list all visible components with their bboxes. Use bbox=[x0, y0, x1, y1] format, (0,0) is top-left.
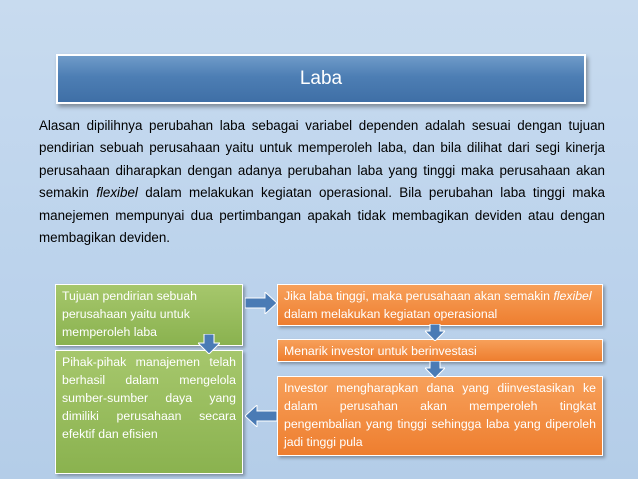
box-investor-mengharapkan bbox=[277, 376, 603, 456]
arrow-down-right-1 bbox=[425, 324, 445, 341]
box-jika-text-part1: Jika laba tinggi, maka perusahaan akan semakin bbox=[284, 289, 554, 303]
box-investor-text: Investor mengharapkan dana yang diinvestasikan ke dalam perusahan akan memperoleh tingkat pengembalian yang tinggi sehingga laba yang diperoleh jadi tinggi pula bbox=[284, 381, 596, 449]
box-menarik-text: Menarik investor untuk berinvestasi bbox=[284, 344, 477, 358]
arrow-left-bottom bbox=[245, 405, 277, 427]
box-jika-laba-tinggi bbox=[277, 284, 603, 326]
paragraph-text-part2: dalam melakukan kegiatan operasional. Bila perubahan laba tinggi maka manejemen mempunyai dua pertimbangan apakah tidak membagikan deviden atau dengan membagikan deviden. bbox=[39, 185, 605, 246]
arrow-down-right-2 bbox=[425, 361, 445, 378]
paragraph-text-part1: Alasan dipilihnya perubahan laba sebagai variabel dependen adalah sesuai dengan tujuan pendirian sebuah perusahaan yaitu untuk memperoleh laba, dan bila dilihat dari segi kinerja perusahaan diharapkan dengan adanya perubahan laba yang tinggi maka perusahaan akan semakin bbox=[39, 118, 605, 201]
box-tujuan-text: Tujuan pendirian sebuah perusahaan yaitu untuk memperoleh laba bbox=[62, 289, 197, 339]
arrow-down-left bbox=[198, 334, 220, 354]
box-pihak-manajemen bbox=[55, 350, 243, 474]
paragraph-italic-word: flexibel bbox=[96, 185, 138, 201]
box-pihak-text: Pihak-pihak manajemen telah berhasil dalam mengelola sumber-sumber daya yang dimiliki perusahaan secara efektif dan efisien bbox=[62, 355, 236, 441]
box-menarik-investor bbox=[277, 339, 603, 362]
arrow-right-top bbox=[245, 292, 277, 314]
slide-title bbox=[56, 54, 586, 104]
body-paragraph bbox=[39, 115, 605, 249]
box-jika-text-part2: dalam melakukan kegiatan operasional bbox=[284, 307, 498, 321]
slide-title-text: Laba bbox=[299, 68, 343, 89]
box-jika-italic-word: flexibel bbox=[553, 289, 592, 303]
